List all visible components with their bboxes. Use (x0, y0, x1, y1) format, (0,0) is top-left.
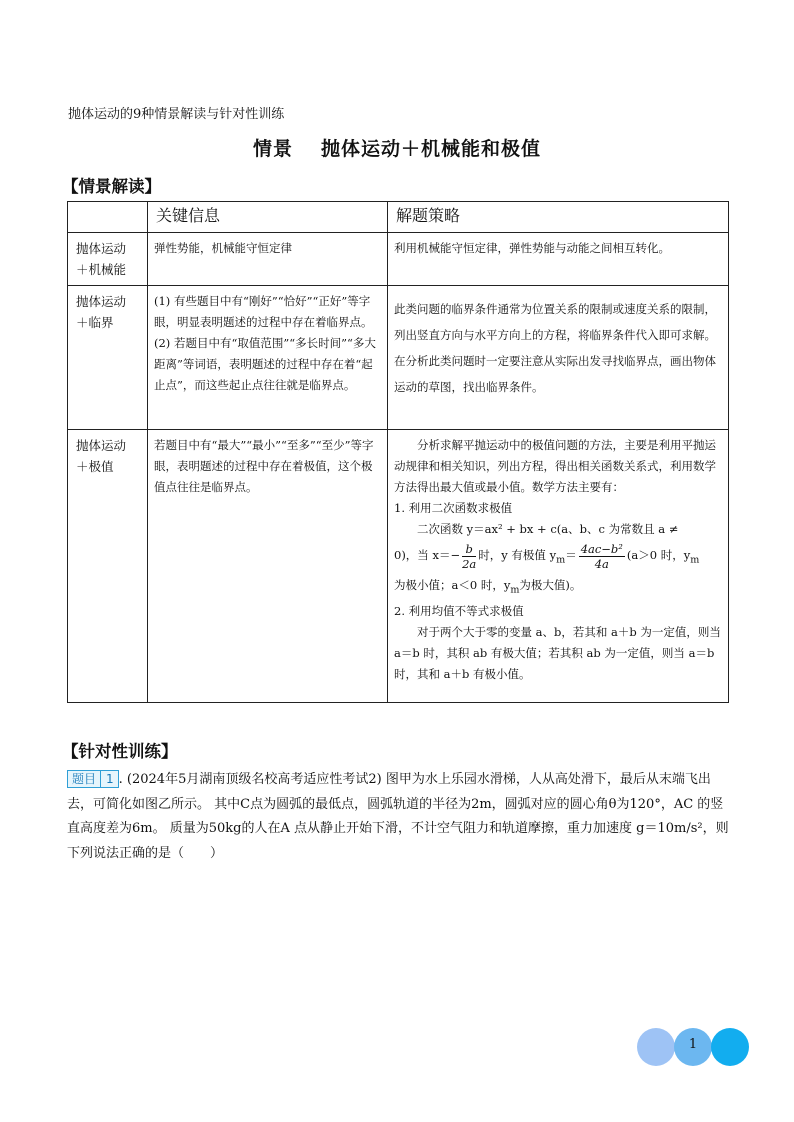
formula-text: (a＞0 时，y (626, 548, 691, 562)
fraction-denominator: 4a (594, 556, 609, 571)
formula-line (394, 540, 722, 575)
row-label-line: 抛体运动 (76, 241, 127, 256)
row-label-line: 抛体运动 (76, 294, 127, 309)
formula-text: 为极小值；a＜0 时，y (394, 578, 511, 593)
key-info-cell: 弹性势能，机械能守恒定律 (148, 233, 388, 286)
section-heading-scenario: 【情景解读】 (62, 177, 161, 196)
formula-line: 二次函数 y＝ax² + bx + c(a、b、c 为常数且 a ≠ (417, 522, 679, 536)
decorative-circle (637, 1028, 675, 1066)
formula-text: 0)，当 x＝− (394, 548, 461, 562)
subscript: m (690, 554, 700, 566)
method-title: 1. 利用二次函数求极值 (394, 501, 513, 515)
formula-text: 为极大值)。 (519, 578, 582, 593)
section-heading-training: 【针对性训练】 (62, 742, 178, 761)
fraction (462, 542, 476, 571)
strategy-cell: 此类问题的临界条件通常为位置关系的限制或速度关系的限制，列出竖直方向与水平方向上的方程，将临界条件代入即可求解。在分析此类问题时一定要注意从实际出发寻找临界点，画出物体运动的草图，找出临界条件。 (388, 286, 729, 430)
strategy-cell: 利用机械能守恒定律，弹性势能与动能之间相互转化。 (388, 233, 729, 286)
table-row (68, 233, 729, 286)
row-label-line: ＋机械能 (76, 262, 127, 277)
fraction-denominator: 2a (462, 556, 477, 571)
method-title: 2. 利用均值不等式求极值 (394, 603, 524, 618)
formula-line (394, 575, 722, 600)
title-prefix: 情景 (252, 138, 293, 160)
row-label-line: ＋临界 (76, 315, 114, 330)
key-info-point: (1) 有些题目中有“刚好”“恰好”“正好”等字眼，明显表明题述的过程中存在着临界点。 (154, 294, 373, 329)
table-row (68, 286, 729, 430)
row-label-line: 抛体运动 (76, 438, 127, 453)
table-header-strategy: 解题策略 (388, 202, 729, 233)
question-number: 1 (100, 771, 114, 787)
question-tag (67, 770, 119, 788)
key-info-point: (2) 若题目中有“取值范围”“多长时间”“多大距离”等词语，表明题述的过程中存在着“起止点”，而这些起止点往往就是临界点。 (154, 336, 376, 392)
row-label-line: ＋极值 (76, 459, 114, 474)
table-header-empty (68, 202, 148, 233)
row-label (68, 430, 148, 703)
exercise-question (67, 768, 731, 866)
scenario-table (67, 201, 729, 703)
decorative-circle (711, 1028, 749, 1066)
subscript: m (556, 554, 566, 566)
document-header: 抛体运动的9种情景解读与针对性训练 (68, 107, 285, 122)
page-number: 1 (688, 1037, 698, 1052)
key-info-cell (148, 286, 388, 430)
title-main: 抛体运动＋机械能和极值 (321, 138, 542, 160)
formula-text: ＝ (565, 548, 577, 562)
subscript: m (510, 584, 520, 596)
strategy-cell (388, 430, 729, 703)
table-header-row (68, 202, 729, 233)
row-label (68, 233, 148, 286)
fraction (579, 542, 625, 571)
table-header-key-info: 关键信息 (148, 202, 388, 233)
page-title (0, 134, 794, 161)
formula-text: 时，y 有极值 y (478, 548, 557, 562)
fraction-numerator: 4ac−b² (580, 541, 623, 556)
method-text: 对于两个大于零的变量 a、b，若其和 a＋b 为一定值，则当 a＝b 时，其积 ab 有极大值；若其积 ab 为一定值，则当 a＝b 时，其和 a＋b 有极小值。 (394, 624, 721, 681)
row-label (68, 286, 148, 430)
question-tag-label: 题目 (72, 772, 97, 786)
table-row (68, 430, 729, 703)
strategy-intro: 分析求解平抛运动中的极值问题的方法，主要是利用平抛运动规律和相关知识，列出方程，得出相关函数关系式，利用数学方法得出最大值或最小值。数学方法主要有： (394, 438, 716, 494)
key-info-cell: 若题目中有“最大”“最小”“至多”“至少”等字眼，表明题述的过程中存在着极值，这个极值点往往是临界点。 (148, 430, 388, 703)
question-text: . (2024年5月湖南顶级名校高考适应性考试2) 图甲为水上乐园水滑梯，人从高处滑下，最后从末端飞出去，可简化如图乙所示。 其中C点为圆弧的最低点，圆弧轨道的半径为2m，圆弧对应的圆心角θ为120°，AC 的竖直高度差为6m。 质量为50kg的人在A 点从静止开始下滑，不计空气阻力和轨道摩擦，重力加速度 g＝10m/s²，则下列说法正确的是（ ） (67, 772, 729, 861)
fraction-numerator: b (462, 542, 476, 557)
